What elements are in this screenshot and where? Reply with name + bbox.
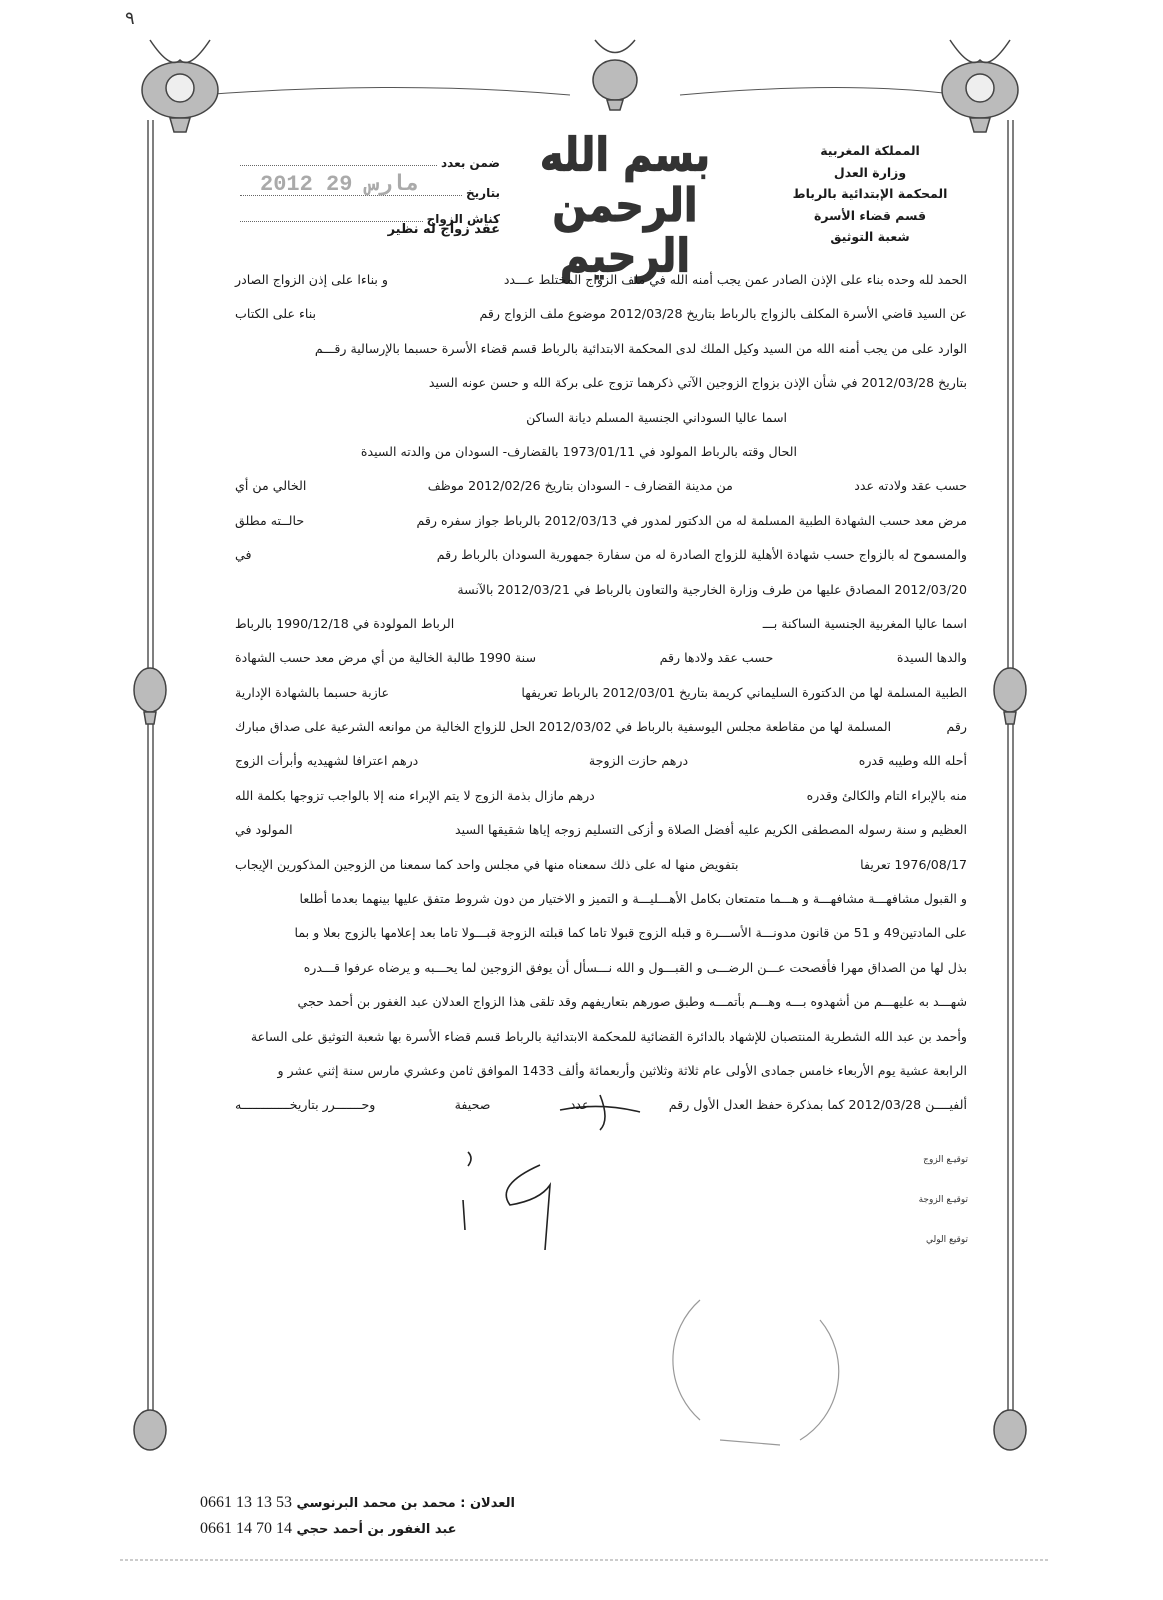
- contract-text-segment: 1976/08/17 تعريفا: [860, 856, 967, 872]
- contract-line: [235, 853, 967, 887]
- copy-label: عقد زواج له نظير: [387, 222, 500, 237]
- contract-text-segment: الحمد لله وحده بناء على الإذن الصادر عمن يجب أمنه الله في ملف الزواج المختلط عـــدد: [503, 272, 967, 287]
- guardian-signature-label: توقيع الولي: [926, 1235, 968, 1245]
- contract-text-segment: العظيم و سنة رسوله المصطفى الكريم عليه أفضل الصلاة و أزكى التسليم زوجه إياها شقيقها السيد: [455, 822, 967, 838]
- contract-line: [235, 681, 967, 715]
- contract-text-segment: الطبية المسلمة لها من الدكتورة السليماني كريمة بتاريخ 2012/03/01 بالرباط تعريفها: [521, 684, 967, 700]
- adoul-2-phone: 0661 14 70 14: [200, 1520, 292, 1537]
- contract-line: [235, 990, 967, 1024]
- contract-line: [235, 715, 967, 749]
- contract-text-segment: وحـــــــرر بتاريخـــــــــــــه: [235, 1097, 376, 1113]
- contract-text-segment: ألفيــــن 2012/03/28 كما بمذكرة حفظ العدل الأول رقم: [668, 1097, 967, 1113]
- contract-line: [235, 784, 967, 818]
- contract-text-segment: اسما عاليا المغربية الجنسية الساكنة بـــ: [762, 615, 967, 631]
- contract-line: [235, 302, 967, 336]
- adoul-2-name: عبد الغفور بن أحمد حجي: [296, 1522, 457, 1537]
- contract-text-segment: منه بالإبراء التام والكالئ وقدره: [806, 787, 967, 803]
- date-stamp: 2012 مارس 29: [260, 172, 419, 197]
- header-line: المحكمة الإبتدائية بالرباط: [792, 186, 948, 201]
- contract-text-segment: عن السيد قاضي الأسرة المكلف بالزواج بالرباط بتاريخ 2012/03/28 موضوع ملف الزواج رقم: [479, 306, 967, 322]
- adoul-1-name: محمد بن محمد البرنوسي: [296, 1496, 456, 1511]
- contract-line: [235, 818, 967, 852]
- contract-body: [235, 268, 967, 1128]
- page-number: ٩: [125, 8, 135, 29]
- contract-line: [235, 268, 967, 302]
- contract-text-segment: بتاريخ 2012/03/28 في شأن الإذن بزواج الزوجين الآتي ذكرهما تزوج على بركة الله و حسن عونه السيد: [428, 375, 967, 391]
- registration-block: [230, 140, 500, 237]
- date-label: بتاريخ: [466, 186, 500, 200]
- register-label: كناش الزواج: [426, 212, 500, 226]
- header-line: شعبة التوثيق: [830, 229, 910, 244]
- contract-line: [235, 887, 967, 921]
- contract-text-segment: والدها السيدة: [896, 650, 967, 666]
- contract-text-segment: الحال وقته بالرباط المولود في 1973/01/11 بالقضارف- السودان من والدته السيدة: [360, 443, 797, 459]
- contract-text-segment: حسب عقد ولادته عدد: [854, 478, 967, 494]
- contract-text-segment: رقم: [946, 719, 967, 735]
- contract-line: [235, 509, 967, 543]
- adoul-line-1: [200, 1494, 580, 1512]
- contract-line: [235, 371, 967, 405]
- bride-signature-label: توقيـع الزوجة: [918, 1195, 968, 1205]
- contract-text-segment: درهم مازال بذمة الزوج لا يتم الإبراء منه إلا بالواجب تزوجها بكلمة الله: [235, 787, 595, 803]
- contract-line: [235, 1093, 967, 1127]
- contract-text-segment: درهم اعترافا لشهيديه وأبرأت الزوج: [235, 753, 419, 769]
- contract-line: [235, 646, 967, 680]
- registered-label: ضمن بعدد: [441, 156, 500, 170]
- contract-line: [235, 956, 967, 990]
- contract-text-segment: و القبول مشافهـــة مشافهـــة و هـــما متمتعان بكامل الأهـــليـــة و التميز و الاختيار من دون شروط متفق عليها بينهما بعدما أطلعا: [299, 891, 967, 907]
- contract-text-segment: في: [235, 547, 252, 563]
- contract-line: [235, 406, 967, 440]
- contract-line: [235, 1025, 967, 1059]
- basmala-calligraphy: بسم الله الرحمن الرحيم: [539, 128, 711, 284]
- contract-text-segment: عازبة حسبما بالشهادة الإدارية: [235, 684, 390, 700]
- contract-text-segment: بناء على الكتاب: [235, 306, 317, 322]
- contract-text-segment: الخالي من أي: [235, 478, 307, 494]
- contract-text-segment: مرض معد حسب الشهادة الطبية المسلمة له من الدكتور لمدور في 2012/03/13 بالرباط جواز سفره رقم: [416, 512, 967, 528]
- contract-line: [235, 578, 967, 612]
- contract-text-segment: أحله الله وطيبه قدره: [858, 753, 967, 769]
- contract-text-segment: و بناءا على إذن الزواج الصادر: [235, 272, 388, 287]
- institution-header: [760, 140, 980, 248]
- contract-text-segment: حالــته مطلق: [235, 512, 305, 528]
- contract-text-segment: المسلمة لها من مقاطعة مجلس اليوسفية بالرباط في 2012/03/02 الحل للزواج الخالية من موانعه الشرعية على صداق مبارك: [235, 719, 892, 735]
- contract-line: [235, 474, 967, 508]
- contract-text-segment: بتفويض منها له على ذلك سمعناه منها في مجلس واحد كما سمعنا من الزوجين المذكورين الإيجاب: [235, 856, 739, 872]
- court-stamp: [673, 1300, 839, 1445]
- contract-line: [235, 337, 967, 371]
- contract-text-segment: المولود في: [235, 822, 293, 838]
- contract-text-segment: وأحمد بن عبد الله الشطرية المنتصبان للإشهاد بالدائرة القضائية للمحكمة الابتدائية بالرباط قسم قضاء الأسرة بها شعبة التوثيق على الساعة: [250, 1028, 967, 1044]
- header-line: وزارة العدل: [833, 164, 907, 180]
- contract-text-segment: الرابعة عشية يوم الأربعاء خامس جمادى الأولى عام ثلاثة وثلاثين وأربعمائة وألف 1433 الموافق ثامن وعشري مارس سنة إثني عشر و: [277, 1062, 967, 1078]
- contract-line: [235, 749, 967, 783]
- contract-text-segment: درهم حازت الزوجة: [588, 753, 689, 769]
- contract-text-segment: صحيفة: [454, 1097, 491, 1113]
- contract-line: [235, 612, 967, 646]
- header-line: قسم قضاء الأسرة: [813, 207, 927, 223]
- contract-text-segment: حسب عقد ولادها رقم: [659, 650, 774, 666]
- contract-text-segment: الرباط المولودة في 1990/12/18 بالرباط: [235, 615, 455, 631]
- contract-text-segment: الوارد على من يجب أمنه الله من السيد وكيل الملك لدى المحكمة الابتدائية بالرباط قسم قضاء الأسرة حسبما بالإرسالية رقـــم: [314, 340, 967, 356]
- contract-text-segment: بذل لها من الصداق مهرا فأفصحت عـــن الرضـــى و القبـــول و الله نـــسأل أن يوفق الزوجين لما يحـــبه و يرضاه عرفوا قـــدره: [303, 959, 967, 975]
- contract-text-segment: والمسموح له بالزواج حسب شهادة الأهلية للزواج الصادرة له من سفارة جمهورية السودان بالرباط رقم: [436, 547, 967, 563]
- contract-text-segment: على المادتين49 و 51 من قانون مدونـــة الأســـرة و قبله الزوج قبولا تاما كما قبلته الزوجة قبـــولا تاما بعد إعلامها بالزوج بعلا و بما: [294, 925, 967, 941]
- adoul-1-phone: 0661 13 13 53: [200, 1494, 292, 1511]
- contract-line: [235, 1059, 967, 1093]
- header-line: المملكة المغربية: [820, 143, 920, 158]
- contract-text-segment: عدد: [569, 1097, 590, 1113]
- adoul-line-2: [200, 1520, 580, 1538]
- contract-line: [235, 543, 967, 577]
- contract-text-segment: سنة 1990 طالبة الخالية من أي مرض معد حسب الشهادة: [235, 650, 537, 666]
- contract-text-segment: شهـــد به عليهـــم من أشهدوه بـــه وهـــم بأتمـــه وطبق صورهم بتعاريفهم وقد تلقى هذا الزواج العدلان عبد الغفور بن أحمد حجي: [297, 994, 967, 1010]
- contract-line: [235, 921, 967, 955]
- contract-text-segment: من مدينة القضارف - السودان بتاريخ 2012/02/26 موظف: [427, 478, 733, 494]
- contract-text-segment: 2012/03/20 المصادق عليها من طرف وزارة الخارجية والتعاون بالرباط في 2012/03/21 بالآنسة: [457, 581, 967, 597]
- contract-line: [235, 440, 967, 474]
- contract-text-segment: اسما عاليا السوداني الجنسية المسلم ديانة الساكن: [526, 409, 787, 425]
- adoul-label: العدلان :: [460, 1496, 515, 1511]
- groom-signature-label: توقيـع الزوج: [923, 1155, 968, 1165]
